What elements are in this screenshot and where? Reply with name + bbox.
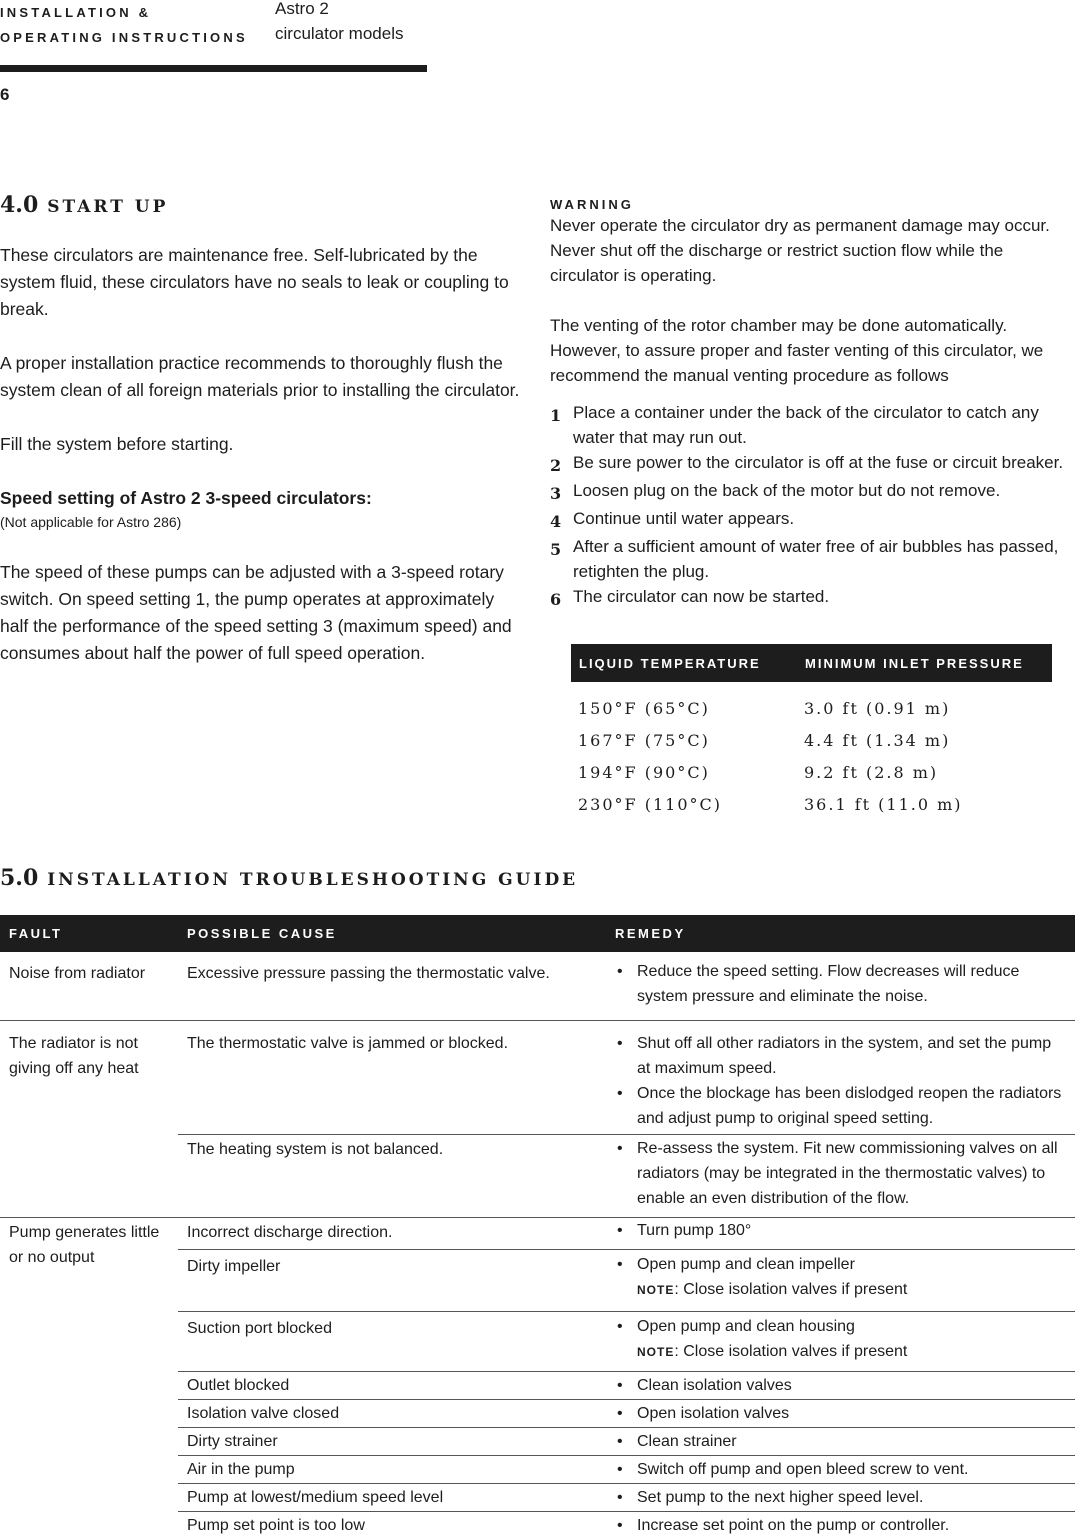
cause-cell: Pump at lowest/medium speed level (178, 1484, 606, 1512)
paragraph-fill: Fill the system before starting. (0, 431, 525, 458)
speed-setting-heading: Speed setting of Astro 2 3-speed circulators: (0, 485, 525, 512)
warning-section (550, 196, 1065, 612)
table-row (571, 724, 1052, 756)
column-header: POSSIBLE CAUSE (178, 915, 606, 952)
cause-cell: Suction port blocked (178, 1312, 606, 1372)
pressure-cell: 4.4 ft (1.34 m) (797, 724, 1052, 756)
list-item (550, 450, 1065, 478)
step-text: Continue until water appears. (573, 506, 1065, 534)
paragraph-flush: A proper installation practice recommends to thoroughly flush the system clean of all foreign materials prior to installing the circulator. (0, 350, 525, 404)
brand-line-2: OPERATING INSTRUCTIONS (0, 25, 248, 50)
table-row (571, 682, 1052, 724)
column-header: MINIMUM INLET PRESSURE (797, 644, 1052, 682)
remedy-item: • Open isolation valves (615, 1401, 1066, 1426)
remedy-item: • Re-assess the system. Fit new commissioning valves on all radiators (may be integrated in the thermostatic valves) to enable an even distribution of the flow. (615, 1136, 1066, 1211)
remedy-item: • Once the blockage has been dislodged reopen the radiators and adjust pump to original speed setting. (615, 1081, 1066, 1131)
step-number: 3 (550, 478, 573, 506)
step-text: Be sure power to the circulator is off at the fuse or circuit breaker. (573, 450, 1065, 478)
model-line-1: Astro 2 (275, 0, 404, 21)
step-number: 1 (550, 400, 573, 450)
note-text: : Close isolation valves if present (674, 1281, 907, 1298)
remedy-item: • Shut off all other radiators in the system, and set the pump at maximum speed. (615, 1031, 1066, 1081)
remedy-item: • Switch off pump and open bleed screw to vent. (615, 1457, 1066, 1482)
step-number: 2 (550, 450, 573, 478)
remedy-cell (606, 1135, 1075, 1218)
step-number: 6 (550, 584, 573, 612)
cause-cell: Incorrect discharge direction. (178, 1218, 606, 1250)
note-label: NOTE (637, 1283, 674, 1297)
cause-cell: The thermostatic valve is jammed or blocked. (178, 1021, 606, 1135)
remedy-item: • Reduce the speed setting. Flow decreases will reduce system pressure and eliminate the noise. (615, 959, 1066, 1009)
cause-cell: Dirty strainer (178, 1428, 606, 1456)
step-text: Loosen plug on the back of the motor but do not remove. (573, 478, 1065, 506)
remedy-cell (606, 1512, 1075, 1539)
temperature-cell: 167°F (75°C) (571, 724, 797, 756)
fault-cell: Noise from radiator (0, 952, 178, 1021)
venting-steps (550, 400, 1065, 612)
step-text: The circulator can now be started. (573, 584, 1065, 612)
page-number: 6 (0, 85, 9, 105)
section-4-number: 4.0 (0, 192, 38, 218)
step-text: After a sufficient amount of water free of air bubbles has passed, retighten the plug. (573, 534, 1065, 584)
list-item (550, 478, 1065, 506)
section-4-title: START UP (47, 197, 168, 217)
remedy-cell (606, 1400, 1075, 1428)
speed-setting-note: (Not applicable for Astro 286) (0, 512, 525, 532)
remedy-item: • Increase set point on the pump or controller. (615, 1513, 1066, 1538)
cause-cell: Air in the pump (178, 1456, 606, 1484)
remedy-cell (606, 952, 1075, 1021)
step-number: 4 (550, 506, 573, 534)
remedy-item: • Clean strainer (615, 1429, 1066, 1454)
table-row (571, 756, 1052, 788)
list-item (550, 400, 1065, 450)
pressure-cell: 3.0 ft (0.91 m) (797, 682, 1052, 724)
fault-cell: The radiator is not giving off any heat (0, 1021, 178, 1218)
venting-text: The venting of the rotor chamber may be done automatically. However, to assure proper and faster venting of this circulator, we recommend the manual venting procedure as follows (550, 313, 1065, 388)
remedy-item: • Clean isolation valves (615, 1373, 1066, 1398)
cause-cell: Outlet blocked (178, 1372, 606, 1400)
remedy-cell (606, 1218, 1075, 1250)
header-rule (0, 65, 427, 72)
paragraph-maintenance: These circulators are maintenance free. Self-lubricated by the system fluid, these circulators have no seals to leak or coupling to break. (0, 242, 525, 323)
remedy-cell (606, 1250, 1075, 1312)
fault-cell: Pump generates little or no output (0, 1218, 178, 1539)
remedy-item: • Open pump and clean housing (615, 1314, 1066, 1339)
section-4-heading (0, 192, 525, 221)
remedy-item: • Set pump to the next higher speed level. (615, 1485, 1066, 1510)
pressure-cell: 9.2 ft (2.8 m) (797, 756, 1052, 788)
section-5-heading (0, 865, 578, 891)
list-item (550, 506, 1065, 534)
remedy-cell (606, 1372, 1075, 1400)
temperature-cell: 150°F (65°C) (571, 682, 797, 724)
table-row (571, 788, 1052, 820)
list-item (550, 534, 1065, 584)
list-item (550, 584, 1065, 612)
cause-cell: Isolation valve closed (178, 1400, 606, 1428)
start-up-section (0, 192, 525, 667)
cause-cell: Dirty impeller (178, 1250, 606, 1312)
section-5-title: INSTALLATION TROUBLESHOOTING GUIDE (47, 870, 578, 890)
note (615, 1339, 1066, 1365)
remedy-item: • Open pump and clean impeller (615, 1252, 1066, 1277)
remedy-cell (606, 1021, 1075, 1135)
note-label: NOTE (637, 1345, 674, 1359)
temperature-cell: 230°F (110°C) (571, 788, 797, 820)
model-name (275, 0, 404, 46)
remedy-cell (606, 1484, 1075, 1512)
cause-cell: Pump set point is too low (178, 1512, 606, 1539)
column-header: LIQUID TEMPERATURE (571, 644, 797, 682)
note-text: : Close isolation valves if present (674, 1343, 907, 1360)
cause-cell: The heating system is not balanced. (178, 1135, 606, 1218)
table-row (0, 952, 1075, 1021)
column-header: FAULT (0, 915, 178, 952)
remedy-cell (606, 1456, 1075, 1484)
paragraph-speed: The speed of these pumps can be adjusted with a 3-speed rotary switch. On speed setting 1, the pump operates at approximately half the performance of the speed setting 3 (maximum speed) and consumes about half the power of full speed operation. (0, 559, 525, 667)
remedy-cell (606, 1312, 1075, 1372)
pressure-cell: 36.1 ft (11.0 m) (797, 788, 1052, 820)
section-5-number: 5.0 (0, 865, 38, 891)
note (615, 1277, 1066, 1303)
column-header: REMEDY (606, 915, 1075, 952)
warning-label: WARNING (550, 196, 1065, 213)
model-line-2: circulator models (275, 21, 404, 46)
table-row (0, 1021, 1075, 1135)
temperature-cell: 194°F (90°C) (571, 756, 797, 788)
document-brand (0, 0, 248, 50)
warning-text: Never operate the circulator dry as permanent damage may occur. Never shut off the discharge or restrict suction flow while the circulator is operating. (550, 213, 1065, 288)
brand-line-1: INSTALLATION & (0, 0, 248, 25)
remedy-item: • Turn pump 180° (615, 1218, 1066, 1243)
step-text: Place a container under the back of the circulator to catch any water that may run out. (573, 400, 1065, 450)
table-row (0, 1218, 1075, 1250)
cause-cell: Excessive pressure passing the thermostatic valve. (178, 952, 606, 1021)
troubleshooting-table (0, 915, 1075, 1539)
remedy-cell (606, 1428, 1075, 1456)
step-number: 5 (550, 534, 573, 584)
inlet-pressure-table (571, 644, 1052, 820)
